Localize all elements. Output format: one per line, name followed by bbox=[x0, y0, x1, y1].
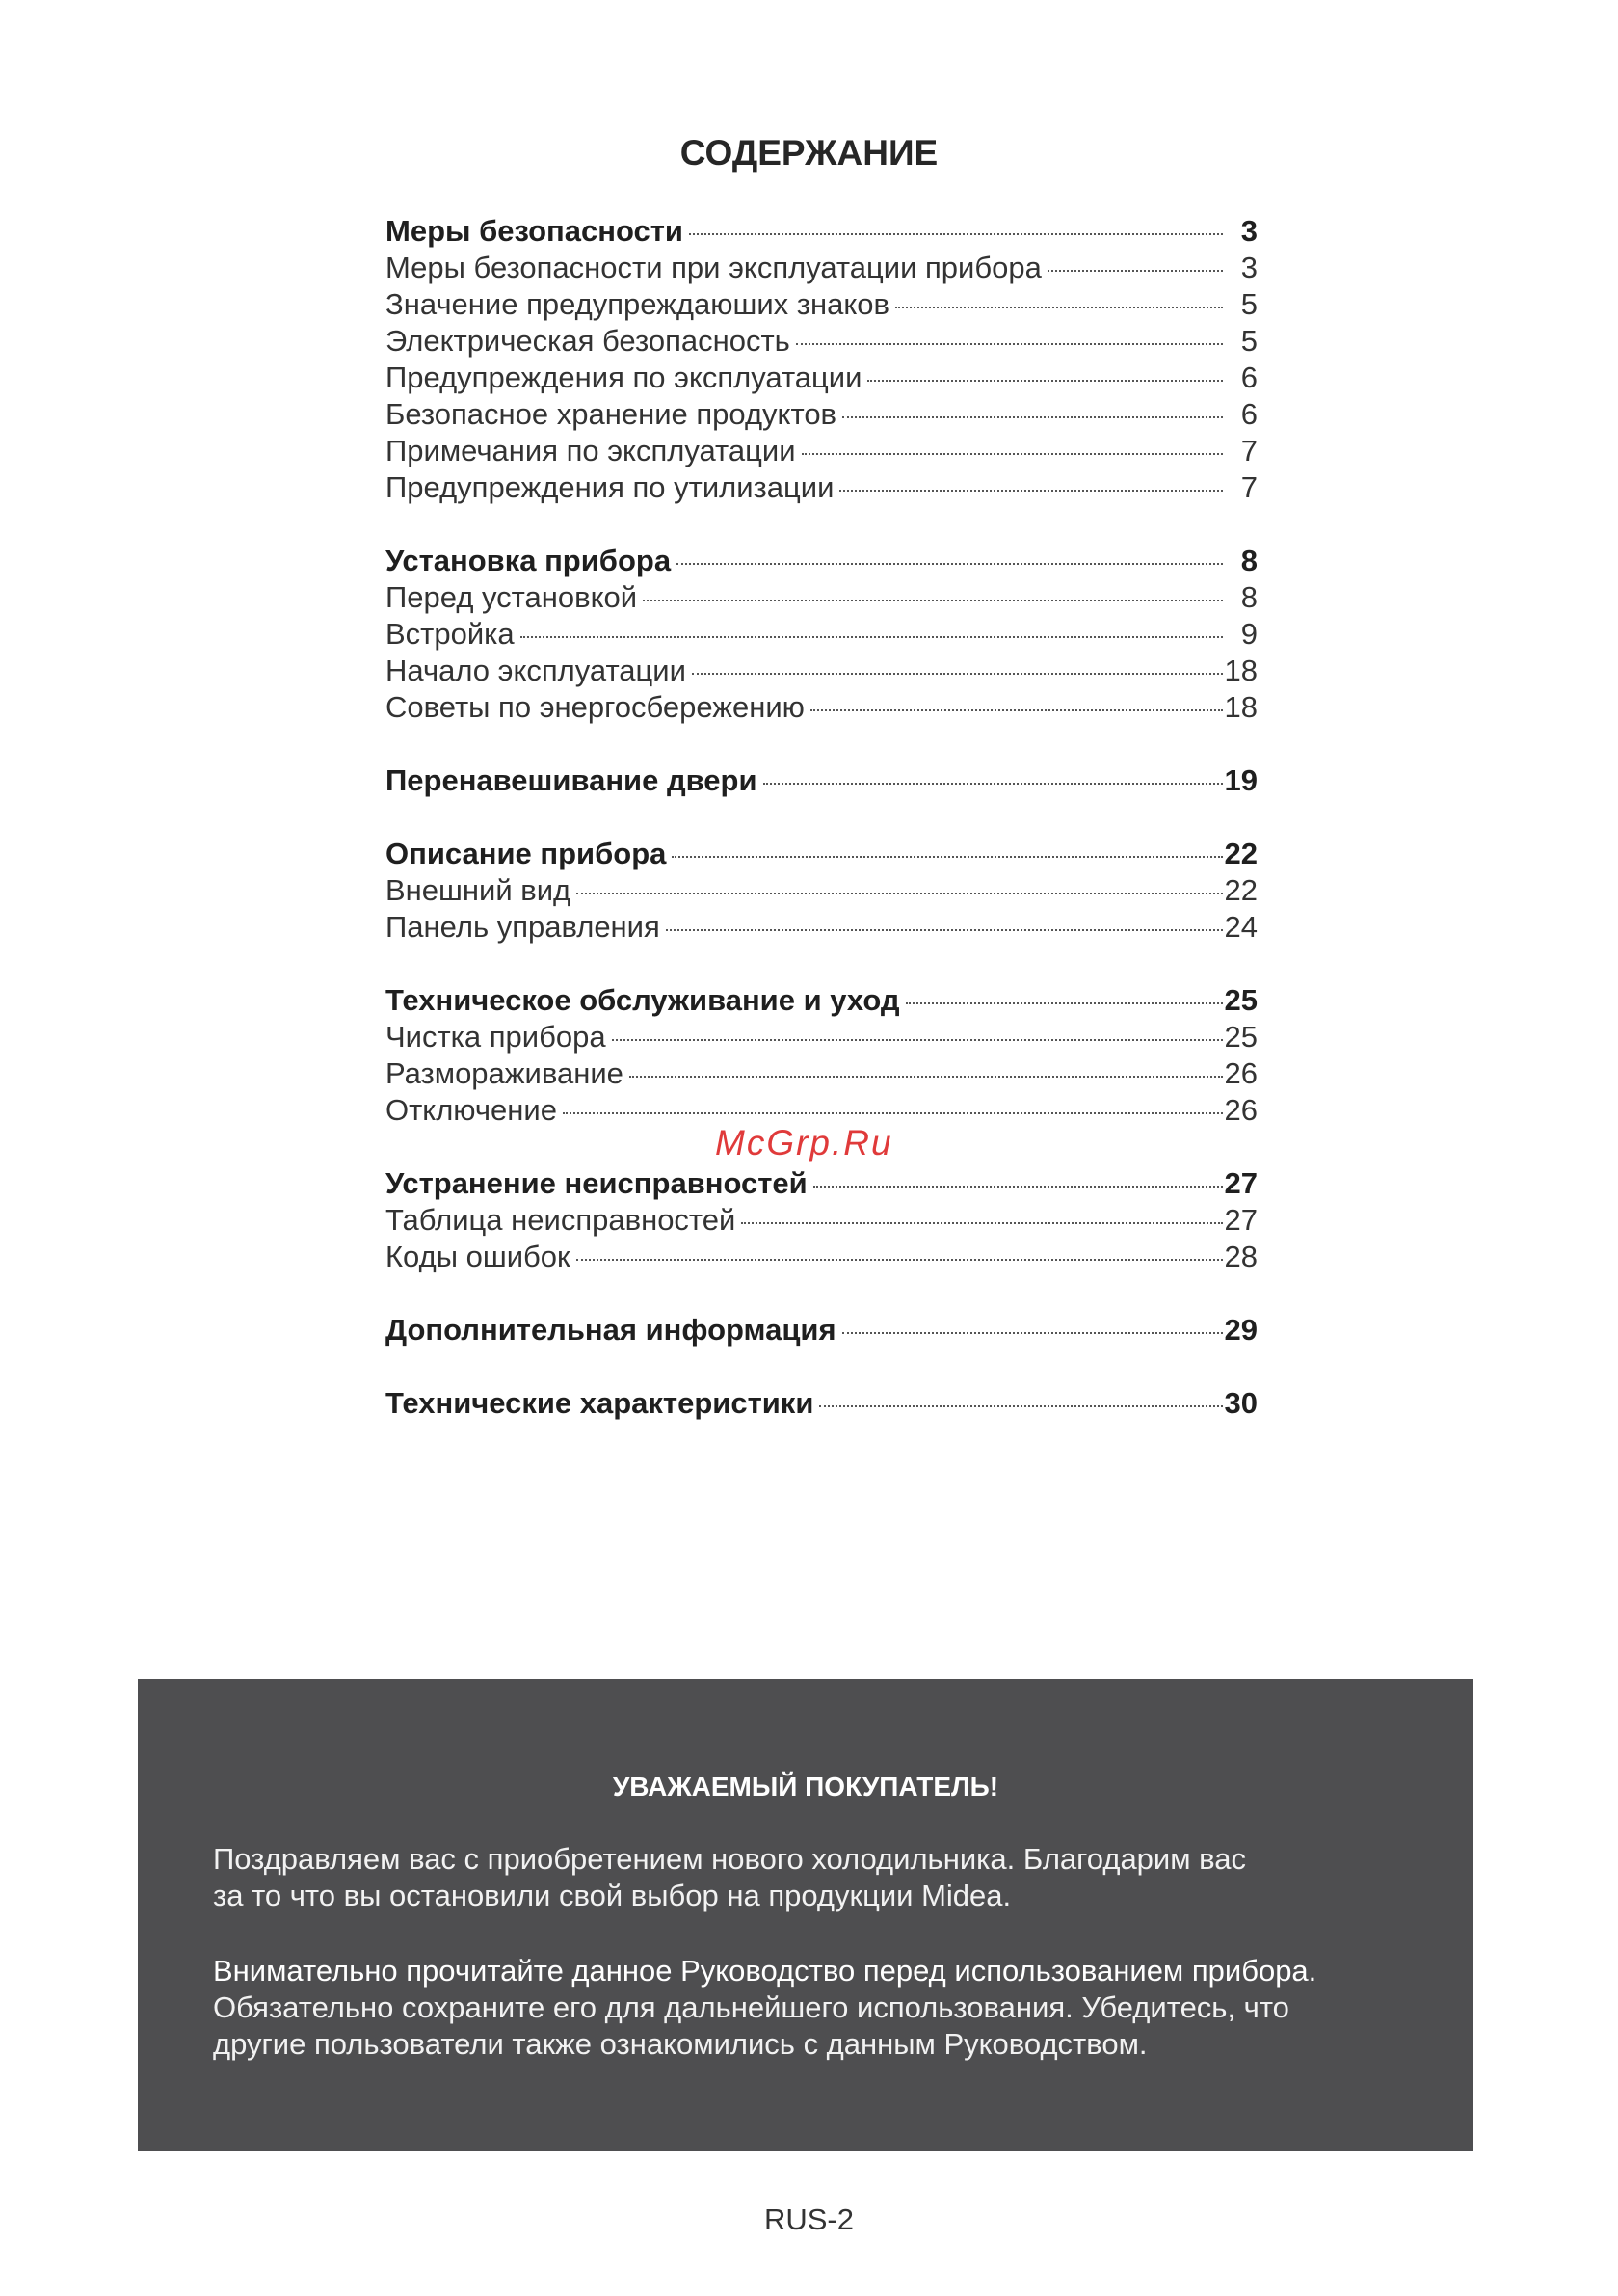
toc-section-heading[interactable] bbox=[385, 763, 1258, 800]
dot-leader bbox=[802, 453, 1223, 455]
dot-leader bbox=[895, 307, 1223, 308]
toc-page-number: 27 bbox=[1224, 1203, 1258, 1237]
toc-page-number: 19 bbox=[1224, 763, 1258, 797]
dot-leader bbox=[676, 563, 1223, 565]
toc-entry-label: Техническое обслуживание и уход bbox=[385, 983, 900, 1017]
toc-page-number: 29 bbox=[1224, 1313, 1258, 1347]
notice-paragraph-congrats bbox=[213, 1841, 1427, 1914]
dot-leader bbox=[563, 1112, 1223, 1114]
toc-item[interactable] bbox=[385, 397, 1258, 434]
notice-line: Поздравляем вас с приобретением нового холодильника. Благодарим вас bbox=[213, 1842, 1247, 1876]
toc-item[interactable] bbox=[385, 434, 1258, 470]
toc-entry-label: Начало эксплуатации bbox=[385, 654, 686, 687]
toc-item[interactable] bbox=[385, 580, 1258, 617]
toc-section-heading[interactable] bbox=[385, 983, 1258, 1020]
notice-heading: УВАЖАЕМЫЙ ПОКУПАТЕЛЬ! bbox=[612, 1772, 999, 1802]
toc-section bbox=[385, 544, 1258, 727]
toc-entry-label: Значение предупреждаюших знаков bbox=[385, 287, 889, 321]
toc-section-heading[interactable] bbox=[385, 544, 1258, 580]
toc-entry-label: Перенавешивание двери bbox=[385, 763, 757, 797]
toc-entry-label: Советы по энергосбережению bbox=[385, 690, 805, 724]
toc-section-heading[interactable] bbox=[385, 1386, 1258, 1423]
dot-leader bbox=[692, 673, 1223, 675]
toc-page-number: 3 bbox=[1240, 214, 1258, 248]
toc-page-number: 3 bbox=[1240, 251, 1258, 284]
dot-leader bbox=[520, 636, 1223, 638]
toc-page-number: 24 bbox=[1224, 910, 1258, 944]
dot-leader bbox=[629, 1076, 1223, 1078]
toc-item[interactable] bbox=[385, 1056, 1258, 1093]
toc-page-number: 8 bbox=[1240, 544, 1258, 577]
toc-section-heading[interactable] bbox=[385, 214, 1258, 251]
toc-item[interactable] bbox=[385, 360, 1258, 397]
toc-page-number: 8 bbox=[1240, 580, 1258, 614]
toc-entry-label: Дополнительная информация bbox=[385, 1313, 836, 1347]
toc-item[interactable] bbox=[385, 690, 1258, 727]
notice-line-emphasis: Внимательно прочитайте данное Руководство перед использованием прибора. bbox=[213, 1954, 1317, 1988]
toc-page-number: 7 bbox=[1240, 470, 1258, 504]
dot-leader bbox=[576, 1259, 1223, 1261]
toc-entry-label: Таблица неисправностей bbox=[385, 1203, 736, 1237]
toc-entry-label: Установка прибора bbox=[385, 544, 672, 577]
toc-entry-label: Примечания по эксплуатации bbox=[385, 434, 796, 467]
page-title: СОДЕРЖАНИЕ bbox=[679, 133, 939, 173]
watermark: McGrp.Ru bbox=[715, 1123, 893, 1162]
dot-leader bbox=[813, 1186, 1223, 1188]
toc-entry-label: Чистка прибора bbox=[385, 1020, 606, 1054]
toc-section bbox=[385, 837, 1258, 947]
toc-page-number: 22 bbox=[1224, 837, 1258, 870]
notice-line: за то что вы остановили свой выбор на продукции Midea. bbox=[213, 1879, 1012, 1912]
toc-page-number: 25 bbox=[1224, 1020, 1258, 1054]
toc-entry-label: Устранение неисправностей bbox=[385, 1166, 808, 1200]
toc-section-heading[interactable] bbox=[385, 837, 1258, 873]
dot-leader bbox=[842, 416, 1223, 418]
toc-item[interactable] bbox=[385, 873, 1258, 910]
dot-leader bbox=[842, 1332, 1223, 1334]
toc-entry-label: Панель управления bbox=[385, 910, 660, 944]
toc-item[interactable] bbox=[385, 251, 1258, 287]
toc-entry-label: Отключение bbox=[385, 1093, 557, 1127]
toc-page-number: 18 bbox=[1224, 654, 1258, 687]
toc-page-number: 9 bbox=[1240, 617, 1258, 651]
toc-section bbox=[385, 983, 1258, 1130]
dot-leader bbox=[867, 380, 1223, 382]
toc-item[interactable] bbox=[385, 910, 1258, 947]
customer-notice bbox=[138, 1679, 1473, 2151]
dot-leader bbox=[810, 709, 1223, 711]
dot-leader bbox=[839, 490, 1223, 492]
toc-page-number: 22 bbox=[1224, 873, 1258, 907]
dot-leader bbox=[1048, 270, 1223, 272]
dot-leader bbox=[672, 856, 1222, 858]
toc-entry-label: Меры безопасности bbox=[385, 214, 683, 248]
toc-section bbox=[385, 214, 1258, 507]
toc-entry-label: Меры безопасности при эксплуатации прибора bbox=[385, 251, 1042, 284]
toc-entry-label: Описание прибора bbox=[385, 837, 667, 870]
toc-item[interactable] bbox=[385, 617, 1258, 654]
dot-leader bbox=[819, 1405, 1222, 1407]
toc-page-number: 26 bbox=[1224, 1093, 1258, 1127]
dot-leader bbox=[796, 343, 1223, 345]
toc-entry-label: Встройка bbox=[385, 617, 515, 651]
toc-entry-label: Предупреждения по эксплуатации bbox=[385, 360, 862, 394]
toc-page-number: 18 bbox=[1224, 690, 1258, 724]
toc-page-number: 25 bbox=[1224, 983, 1258, 1017]
toc-page-number: 6 bbox=[1240, 360, 1258, 394]
toc-page-number: 5 bbox=[1240, 324, 1258, 358]
toc-section-heading[interactable] bbox=[385, 1166, 1258, 1203]
toc-section bbox=[385, 1166, 1258, 1276]
dot-leader bbox=[906, 1002, 1223, 1004]
dot-leader bbox=[689, 233, 1223, 235]
toc-item[interactable] bbox=[385, 287, 1258, 324]
dot-leader bbox=[643, 600, 1223, 601]
dot-leader bbox=[576, 893, 1222, 894]
toc-item[interactable] bbox=[385, 1240, 1258, 1276]
toc-section bbox=[385, 1313, 1258, 1349]
toc-item[interactable] bbox=[385, 1020, 1258, 1056]
toc-page-number: 6 bbox=[1240, 397, 1258, 431]
dot-leader bbox=[666, 929, 1223, 931]
toc-entry-label: Электрическая безопасность bbox=[385, 324, 790, 358]
toc-entry-label: Внешний вид bbox=[385, 873, 571, 907]
toc-item[interactable] bbox=[385, 324, 1258, 360]
toc-section bbox=[385, 763, 1258, 800]
toc-page-number: 28 bbox=[1224, 1240, 1258, 1273]
toc-item[interactable] bbox=[385, 654, 1258, 690]
notice-line: другие пользователи также ознакомились с данным Руководством. bbox=[213, 2027, 1148, 2061]
notice-line: Обязательно сохраните его для дальнейшего использования. Убедитесь, что bbox=[213, 1990, 1289, 2024]
toc-page-number: 26 bbox=[1224, 1056, 1258, 1090]
dot-leader bbox=[763, 783, 1223, 785]
page-number: RUS-2 bbox=[763, 2203, 854, 2236]
toc-section bbox=[385, 1386, 1258, 1423]
toc-entry-label: Технические характеристики bbox=[385, 1386, 814, 1420]
notice-paragraph-instructions bbox=[213, 1953, 1427, 2063]
table-of-contents bbox=[385, 214, 1258, 1459]
toc-page-number: 5 bbox=[1240, 287, 1258, 321]
toc-entry-label: Предупреждения по утилизации bbox=[385, 470, 835, 504]
toc-page-number: 7 bbox=[1240, 434, 1258, 467]
toc-section-heading[interactable] bbox=[385, 1313, 1258, 1349]
toc-entry-label: Перед установкой bbox=[385, 580, 638, 614]
dot-leader bbox=[612, 1039, 1223, 1041]
toc-page-number: 27 bbox=[1224, 1166, 1258, 1200]
toc-entry-label: Размораживание bbox=[385, 1056, 623, 1090]
toc-item[interactable] bbox=[385, 1203, 1258, 1240]
toc-page-number: 30 bbox=[1224, 1386, 1258, 1420]
dot-leader bbox=[741, 1222, 1222, 1224]
toc-entry-label: Коды ошибок bbox=[385, 1240, 570, 1273]
toc-item[interactable] bbox=[385, 470, 1258, 507]
toc-entry-label: Безопасное хранение продуктов bbox=[385, 397, 837, 431]
